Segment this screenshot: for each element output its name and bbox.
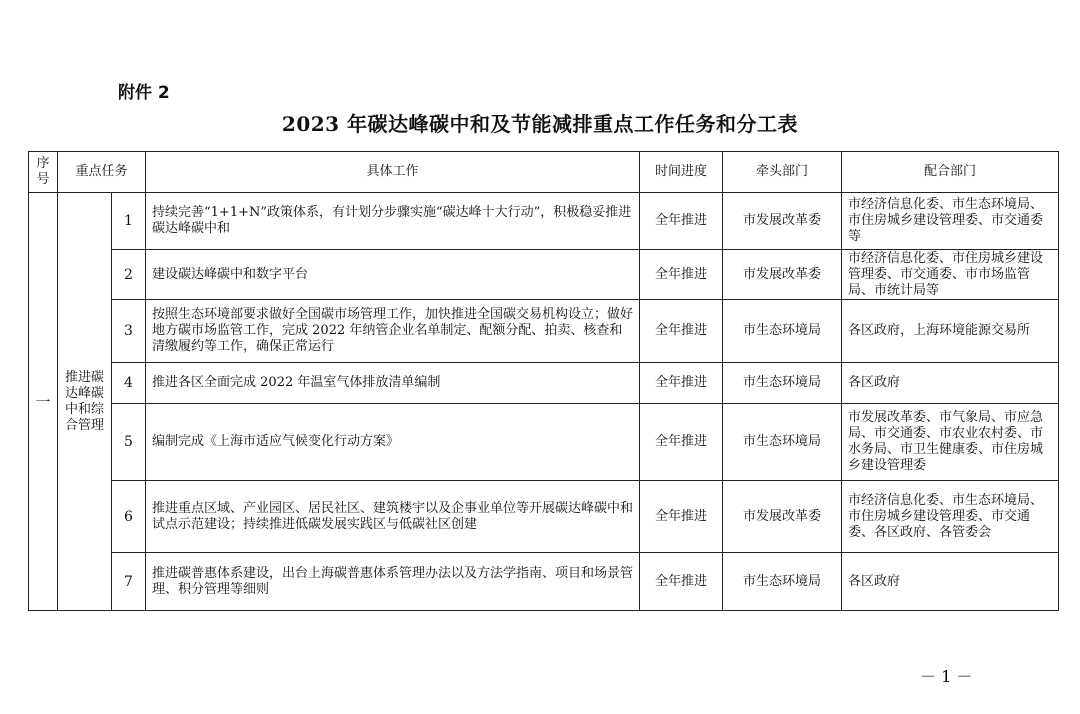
row-number: 5 xyxy=(112,404,146,481)
row-lead: 市生态环境局 xyxy=(723,404,842,481)
row-number: 1 xyxy=(112,193,146,250)
table-row xyxy=(29,300,1059,363)
row-coop: 市经济信息化委、市住房城乡建设管理委、市交通委、市市场监管局、市统计局等 xyxy=(842,250,1059,300)
header-key-task: 重点任务 xyxy=(58,152,146,193)
row-lead: 市生态环境局 xyxy=(723,363,842,404)
attachment-label: 附件 2 xyxy=(118,83,170,103)
table-row xyxy=(29,250,1059,300)
header-seq: 序号 xyxy=(29,152,58,193)
row-number: 2 xyxy=(112,250,146,300)
row-number: 3 xyxy=(112,300,146,363)
row-work: 建设碳达峰碳中和数字平台 xyxy=(146,250,640,300)
table-row xyxy=(29,553,1059,611)
row-lead: 市发展改革委 xyxy=(723,193,842,250)
row-lead: 市生态环境局 xyxy=(723,553,842,611)
header-lead: 牵头部门 xyxy=(723,152,842,193)
row-work: 推进各区全面完成 2022 年温室气体排放清单编制 xyxy=(146,363,640,404)
row-number: 4 xyxy=(112,363,146,404)
row-number: 6 xyxy=(112,481,146,553)
row-schedule: 全年推进 xyxy=(640,481,723,553)
row-lead: 市发展改革委 xyxy=(723,481,842,553)
row-work: 编制完成《上海市适应气候变化行动方案》 xyxy=(146,404,640,481)
row-coop: 市经济信息化委、市生态环境局、市住房城乡建设管理委、市交通委、各区政府、各管委会 xyxy=(842,481,1059,553)
section-seq: 一 xyxy=(29,193,58,611)
row-lead: 市发展改革委 xyxy=(723,250,842,300)
table-row xyxy=(29,481,1059,553)
table-row xyxy=(29,363,1059,404)
row-schedule: 全年推进 xyxy=(640,250,723,300)
row-work: 按照生态环境部要求做好全国碳市场管理工作，加快推进全国碳交易机构设立；做好地方碳市场监管工作，完成 2022 年纳管企业名单制定、配额分配、拍卖、核查和清缴履约等工作，确保正常运行 xyxy=(146,300,640,363)
row-schedule: 全年推进 xyxy=(640,404,723,481)
task-table xyxy=(28,151,1059,611)
section-task: 推进碳达峰碳中和综合管理 xyxy=(58,193,112,611)
row-number: 7 xyxy=(112,553,146,611)
row-coop: 市发展改革委、市气象局、市应急局、市交通委、市农业农村委、市水务局、市卫生健康委、市住房城乡建设管理委 xyxy=(842,404,1059,481)
row-schedule: 全年推进 xyxy=(640,300,723,363)
row-work: 推进重点区域、产业园区、居民社区、建筑楼宇以及企事业单位等开展碳达峰碳中和试点示范建设；持续推进低碳发展实践区与低碳社区创建 xyxy=(146,481,640,553)
header-schedule: 时间进度 xyxy=(640,152,723,193)
row-coop: 各区政府，上海环境能源交易所 xyxy=(842,300,1059,363)
header-work: 具体工作 xyxy=(146,152,640,193)
document-title: 2023 年碳达峰碳中和及节能减排重点工作任务和分工表 xyxy=(281,112,799,136)
row-coop: 各区政府 xyxy=(842,553,1059,611)
row-lead: 市生态环境局 xyxy=(723,300,842,363)
page-number: － 1 － xyxy=(920,667,973,686)
row-schedule: 全年推进 xyxy=(640,363,723,404)
row-coop: 各区政府 xyxy=(842,363,1059,404)
row-schedule: 全年推进 xyxy=(640,553,723,611)
table-row xyxy=(29,404,1059,481)
header-coop: 配合部门 xyxy=(842,152,1059,193)
row-work: 持续完善“1+1+N”政策体系，有计划分步骤实施“碳达峰十大行动”，积极稳妥推进碳达峰碳中和 xyxy=(146,193,640,250)
row-coop: 市经济信息化委、市生态环境局、市住房城乡建设管理委、市交通委等 xyxy=(842,193,1059,250)
table-header-row xyxy=(29,152,1059,193)
row-schedule: 全年推进 xyxy=(640,193,723,250)
row-work: 推进碳普惠体系建设，出台上海碳普惠体系管理办法以及方法学指南、项目和场景管理、积分管理等细则 xyxy=(146,553,640,611)
table-row xyxy=(29,193,1059,250)
